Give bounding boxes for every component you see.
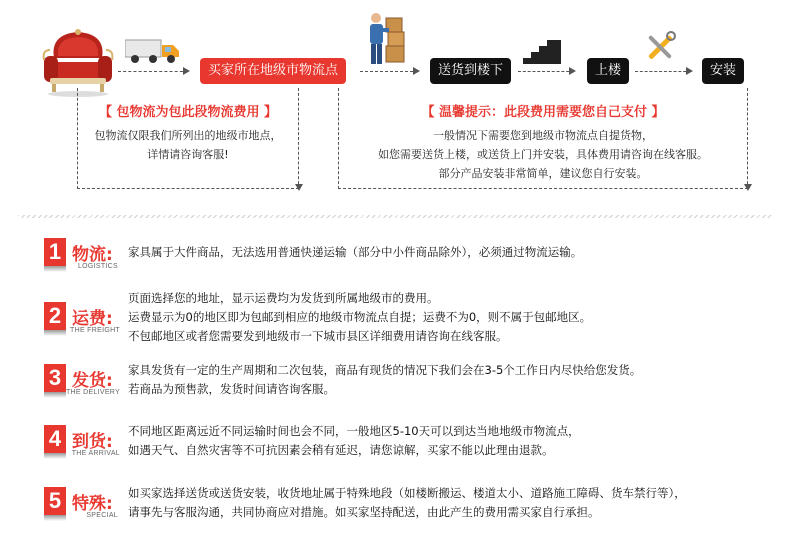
number-shadow (44, 515, 66, 521)
warm-tip-line: 部分产品安装非常简单，建议您自行安装。 (438, 167, 648, 180)
warm-tip-title: 【 温馨提示：此段费用需要您自己支付 】 (421, 105, 665, 120)
stairs-icon (523, 38, 561, 64)
section-title-delivery: 发货: (72, 371, 113, 391)
section-text: 不同地区距离远近不同运输时间也会不同，一般地区5-10天可以到达当地地级市物流点， 如遇天气、自然灾害等不可抗因素会稍有延迟，请您谅解，买家不能以此理由退款。 (128, 424, 580, 457)
free-shipping-line: 详情请咨询客服! (147, 148, 229, 161)
number-shadow (44, 453, 66, 459)
section-number: 1 (44, 238, 66, 266)
flow-arrow (518, 71, 574, 72)
warm-tip-line: 如您需要送货上楼，或送货上门并安装，具体费用请咨询在线客服。 (378, 148, 708, 161)
tools-icon (641, 30, 679, 64)
section-subtitle: THE ARRIVAL (71, 450, 120, 457)
delivery-worker-icon (364, 10, 408, 70)
customer-paid-info-box (338, 88, 748, 189)
step-install: 安装 (702, 58, 744, 84)
free-shipping-line: 包物流仅限我们所列出的地级市地点， (94, 129, 282, 142)
section-subtitle: THE DELIVERY (65, 389, 120, 396)
section-title-logistics: 物流: (72, 245, 113, 265)
flow-arrow (118, 71, 188, 72)
flow-arrow (635, 71, 691, 72)
number-shadow (44, 392, 66, 398)
section-number: 2 (44, 302, 66, 330)
section-text: 家具发货有一定的生产周期和二次包装，商品有现货的情况下我们会在3-5个工作日内尽快给您发货。 若商品为预售款，发货时间请咨询客服。 (128, 363, 642, 396)
divider (18, 215, 773, 218)
section-subtitle: THE FREIGHT (70, 327, 120, 334)
free-shipping-info-box (77, 88, 299, 189)
section-subtitle: LOGISTICS (77, 263, 118, 270)
step-city-logistics-point: 买家所在地级市物流点 (200, 58, 346, 84)
step-deliver-downstairs: 送货到楼下 (430, 58, 511, 84)
section-text: 如买家选择送货或送货安装，收货地址属于特殊地段（如楼断搬运、楼道太小、道路施工障碍、货车禁行等）， 请事先与客服沟通，共同协商应对措施。如买家坚持配送，由此产生的费用需买家自行承担。 (128, 486, 686, 519)
section-title-arrival: 到货: (72, 432, 113, 452)
section-title-special: 特殊: (72, 494, 113, 514)
warm-tip-line: 一般情况下需要您到地级市物流点自提货物， (433, 129, 653, 142)
section-subtitle: SPECIAL (86, 512, 118, 519)
number-shadow (44, 266, 66, 272)
section-text: 页面选择您的地址，显示运费均为发货到所属地级市的费用。 运费显示为0的地区即为包邮到相应的地级市物流点自提；运费不为0，则不属于包邮地区。 不包邮地区或者您需要发到地级市一下城市县区详细费用请咨询在线客服。 (128, 291, 592, 343)
free-shipping-title: 【 包物流为包此段物流费用 】 (98, 105, 278, 120)
section-number: 4 (44, 425, 66, 453)
flow-arrow (360, 71, 418, 72)
section-number: 3 (44, 364, 66, 392)
section-text: 家具属于大件商品，无法选用普通快递运输（部分中小件商品除外），必须通过物流运输。 (128, 245, 583, 259)
section-title-freight: 运费: (72, 309, 113, 329)
truck-icon (125, 38, 181, 64)
step-upstairs: 上楼 (587, 58, 629, 84)
number-shadow (44, 330, 66, 336)
section-number: 5 (44, 487, 66, 515)
